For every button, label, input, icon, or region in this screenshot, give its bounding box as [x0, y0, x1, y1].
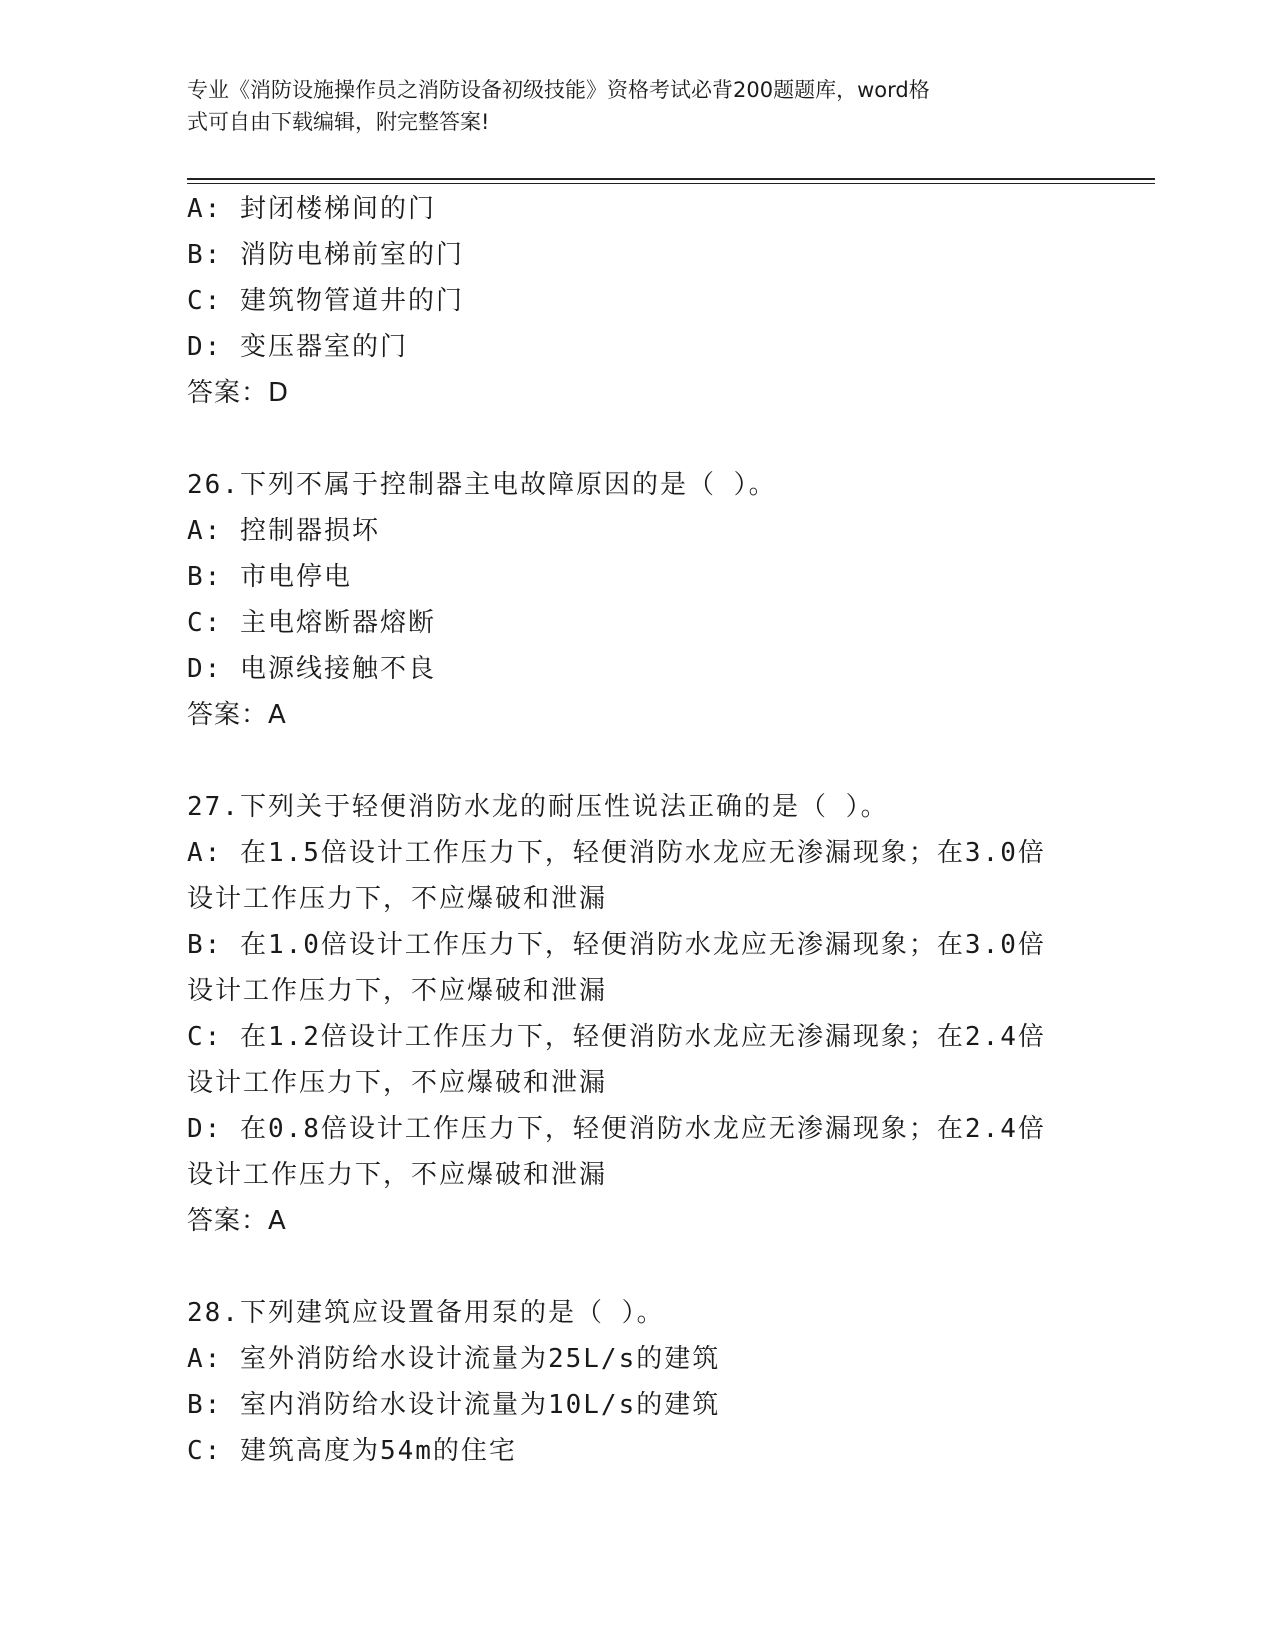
q28-stem: 28.下列建筑应设置备用泵的是（ ）。 [187, 1298, 665, 1328]
q25-option-c: C: 建筑物管道井的门 [187, 286, 464, 316]
q27-stem: 27.下列关于轻便消防水龙的耐压性说法正确的是（ ）。 [187, 792, 889, 822]
spacer [187, 738, 1087, 784]
q25-answer: 答案：D [187, 378, 290, 408]
question-content [187, 186, 1087, 1474]
q26-option-c: C: 主电熔断器熔断 [187, 608, 436, 638]
header-divider-thin [187, 183, 1155, 184]
q26-option-d: D: 电源线接触不良 [187, 654, 436, 684]
q26-answer: 答案：A [187, 700, 287, 730]
q26-option-a: A: 控制器损坏 [187, 516, 380, 546]
document-header [187, 74, 1067, 138]
question-26-block [187, 462, 1087, 738]
q27-option-d-line-1: D: 在0.8倍设计工作压力下，轻便消防水龙应无渗漏现象；在2.4倍 [187, 1114, 1046, 1144]
q25-option-d: D: 变压器室的门 [187, 332, 408, 362]
spacer [187, 416, 1087, 462]
q28-option-a: A: 室外消防给水设计流量为25L/s的建筑 [187, 1344, 721, 1374]
q28-option-b: B: 室内消防给水设计流量为10L/s的建筑 [187, 1390, 721, 1420]
header-title-line-2: 式可自由下载编辑，附完整答案! [187, 110, 490, 134]
question-25-block [187, 186, 1087, 416]
q27-option-b-line-1: B: 在1.0倍设计工作压力下，轻便消防水龙应无渗漏现象；在3.0倍 [187, 930, 1046, 960]
q27-option-a-line-1: A: 在1.5倍设计工作压力下，轻便消防水龙应无渗漏现象；在3.0倍 [187, 838, 1046, 868]
q26-option-b: B: 市电停电 [187, 562, 352, 592]
q27-option-b-line-2: 设计工作压力下，不应爆破和泄漏 [187, 976, 608, 1006]
q27-option-a-line-2: 设计工作压力下，不应爆破和泄漏 [187, 884, 608, 914]
q25-option-b: B: 消防电梯前室的门 [187, 240, 464, 270]
q28-option-c: C: 建筑高度为54m的住宅 [187, 1436, 517, 1466]
q27-answer: 答案：A [187, 1206, 287, 1236]
q26-stem: 26.下列不属于控制器主电故障原因的是（ ）。 [187, 470, 777, 500]
q27-option-d-line-2: 设计工作压力下，不应爆破和泄漏 [187, 1160, 608, 1190]
q27-option-c-line-2: 设计工作压力下，不应爆破和泄漏 [187, 1068, 608, 1098]
question-27-block [187, 784, 1087, 1244]
header-title-line-1: 专业《消防设施操作员之消防设备初级技能》资格考试必背200题题库，word格 [187, 78, 930, 102]
header-divider-thick [187, 178, 1155, 180]
question-28-block [187, 1290, 1087, 1474]
q25-option-a: A: 封闭楼梯间的门 [187, 194, 436, 224]
spacer [187, 1244, 1087, 1290]
q27-option-c-line-1: C: 在1.2倍设计工作压力下，轻便消防水龙应无渗漏现象；在2.4倍 [187, 1022, 1046, 1052]
